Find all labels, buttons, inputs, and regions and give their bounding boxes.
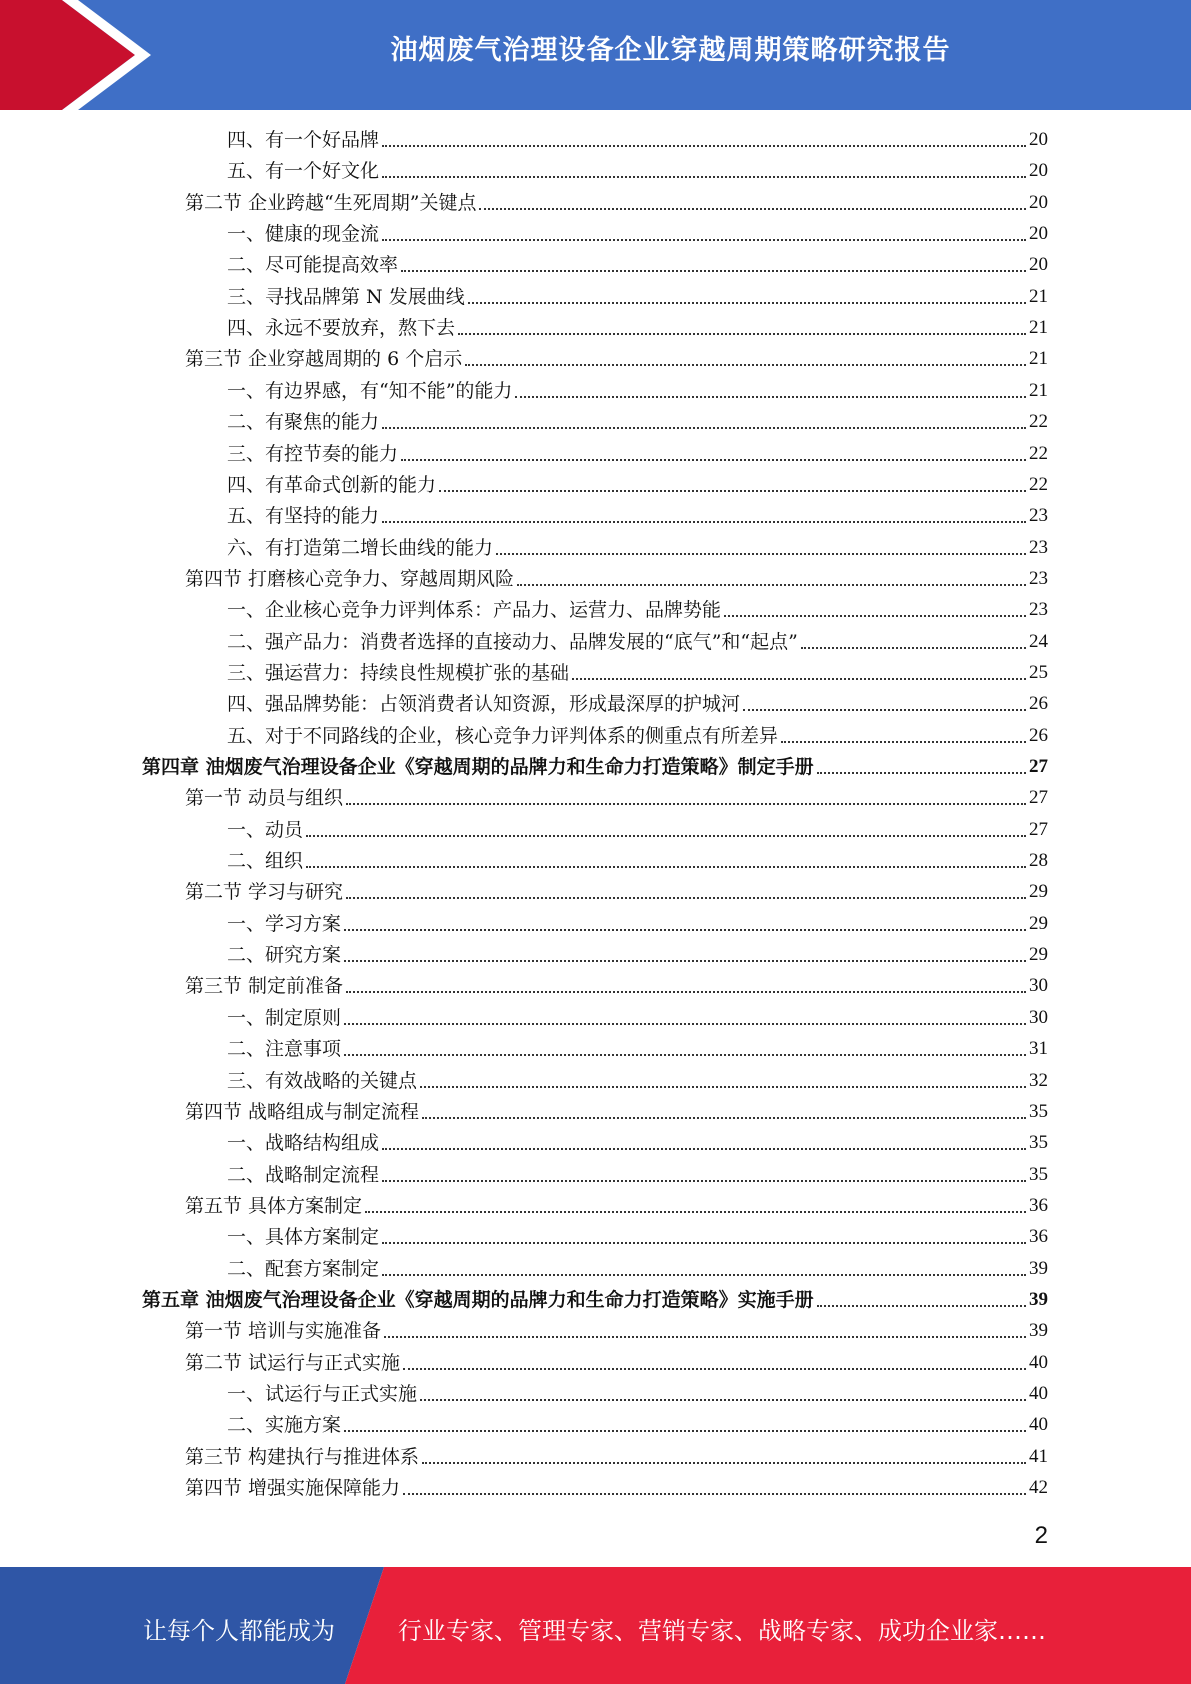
toc-entry-page: 22 xyxy=(1029,473,1048,495)
toc-entry-label: 三、有效战略的关键点 xyxy=(227,1069,418,1092)
toc-entry[interactable] xyxy=(227,252,1048,278)
toc-entry[interactable] xyxy=(227,1256,1048,1282)
toc-leader-dots xyxy=(382,521,1026,523)
toc-entry-page: 35 xyxy=(1029,1132,1048,1154)
toc-leader-dots xyxy=(817,1305,1026,1307)
toc-entry[interactable] xyxy=(227,1130,1048,1156)
toc-entry-page: 25 xyxy=(1029,661,1048,683)
toc-entry[interactable] xyxy=(227,127,1048,153)
toc-entry-page: 20 xyxy=(1029,191,1048,213)
toc-entry-page: 23 xyxy=(1029,505,1048,527)
toc-entry-label: 三、强运营力：持续良性规模扩张的基础 xyxy=(227,661,570,684)
toc-entry[interactable] xyxy=(227,1068,1048,1094)
toc-entry-label: 一、动员 xyxy=(227,818,304,841)
toc-leader-dots xyxy=(382,176,1026,178)
toc-leader-dots xyxy=(479,208,1026,210)
toc-entry-label: 二、尽可能提高效率 xyxy=(227,254,399,277)
toc-entry[interactable] xyxy=(227,1412,1048,1438)
toc-entry-page: 27 xyxy=(1029,787,1048,809)
page-header xyxy=(0,0,1191,110)
toc-entry-label: 四、有革命式创新的能力 xyxy=(227,473,437,496)
toc-entry[interactable] xyxy=(227,221,1048,247)
toc-entry-page: 21 xyxy=(1029,379,1048,401)
toc-entry-page: 42 xyxy=(1029,1477,1048,1499)
toc-entry-page: 20 xyxy=(1029,160,1048,182)
toc-leader-dots xyxy=(344,1054,1026,1056)
toc-leader-dots xyxy=(420,1086,1026,1088)
toc-entry-label: 第一节 动员与组织 xyxy=(185,787,344,810)
toc-entry-page: 22 xyxy=(1029,442,1048,464)
toc-entry-label: 四、永远不要放弃，熬下去 xyxy=(227,317,456,340)
toc-entry-label: 二、实施方案 xyxy=(227,1414,342,1437)
toc-entry-label: 三、寻找品牌第 N 发展曲线 xyxy=(227,285,465,308)
page-footer xyxy=(0,1567,1191,1684)
toc-entry-label: 三、有控节奏的能力 xyxy=(227,442,399,465)
toc-leader-dots xyxy=(382,1242,1026,1244)
toc-entry-page: 24 xyxy=(1029,630,1048,652)
footer-slogan-right: 行业专家、管理专家、营销专家、战略专家、成功企业家…… xyxy=(398,1617,1046,1645)
toc-entry-label: 第四节 增强实施保障能力 xyxy=(185,1477,401,1500)
toc-entry[interactable] xyxy=(185,1099,1048,1125)
toc-entry[interactable] xyxy=(227,942,1048,968)
toc-entry[interactable] xyxy=(227,848,1048,874)
toc-entry-page: 21 xyxy=(1029,317,1048,339)
toc-entry-page: 39 xyxy=(1029,1320,1048,1342)
toc-entry-label: 四、强品牌势能：占领消费者认知资源，形成最深厚的护城河 xyxy=(227,693,741,716)
toc-entry[interactable] xyxy=(185,1350,1048,1376)
toc-entry[interactable] xyxy=(227,535,1048,561)
toc-entry-label: 第二节 学习与研究 xyxy=(185,881,344,904)
toc-entry-label: 二、组织 xyxy=(227,850,304,873)
toc-entry-label: 第三节 制定前准备 xyxy=(185,975,344,998)
toc-entry-page: 40 xyxy=(1029,1414,1048,1436)
toc-entry[interactable] xyxy=(185,190,1048,216)
toc-entry-label: 二、配套方案制定 xyxy=(227,1257,380,1280)
header-arrow-icon xyxy=(0,0,160,110)
toc-leader-dots xyxy=(420,1399,1026,1401)
toc-leader-dots xyxy=(458,333,1026,335)
toc-leader-dots xyxy=(344,960,1026,962)
toc-entry-label: 一、制定原则 xyxy=(227,1006,342,1029)
toc-leader-dots xyxy=(384,1336,1026,1338)
toc-leader-dots xyxy=(817,772,1026,774)
toc-entry-page: 32 xyxy=(1029,1069,1048,1091)
toc-entry-label: 第五章 油烟废气治理设备企业《穿越周期的品牌力和生命力打造策略》实施手册 xyxy=(142,1288,814,1311)
toc-entry[interactable] xyxy=(227,629,1048,655)
toc-entry-page: 27 xyxy=(1029,756,1048,777)
toc-leader-dots xyxy=(401,270,1026,272)
toc-entry-page: 26 xyxy=(1029,724,1048,746)
toc-entry-label: 五、对于不同路线的企业，核心竞争力评判体系的侧重点有所差异 xyxy=(227,724,779,747)
toc-leader-dots xyxy=(344,929,1026,931)
toc-entry-label: 第五节 具体方案制定 xyxy=(185,1194,363,1217)
toc-entry-label: 第二节 试运行与正式实施 xyxy=(185,1351,401,1374)
toc-entry[interactable] xyxy=(185,785,1048,811)
toc-leader-dots xyxy=(382,239,1026,241)
toc-entry-page: 20 xyxy=(1029,223,1048,245)
toc-entry[interactable] xyxy=(227,911,1048,937)
toc-entry-page: 39 xyxy=(1029,1257,1048,1279)
toc-leader-dots xyxy=(365,1211,1026,1213)
toc-leader-dots xyxy=(382,1274,1026,1276)
toc-leader-dots xyxy=(422,1117,1026,1119)
page-number: 2 xyxy=(1034,1522,1048,1549)
toc-entry[interactable] xyxy=(227,723,1048,749)
toc-entry[interactable] xyxy=(227,691,1048,717)
toc-entry-page: 29 xyxy=(1029,912,1048,934)
toc-entry-page: 20 xyxy=(1029,129,1048,150)
toc-entry-label: 一、企业核心竞争力评判体系：产品力、运营力、品牌势能 xyxy=(227,599,722,622)
toc-entry-label: 第二节 企业跨越“生死周期”关键点 xyxy=(185,191,477,214)
toc-entry-page: 36 xyxy=(1029,1194,1048,1216)
toc-entry-page: 26 xyxy=(1029,693,1048,715)
toc-leader-dots xyxy=(422,1462,1026,1464)
toc-entry[interactable] xyxy=(227,409,1048,435)
toc-leader-dots xyxy=(403,1368,1026,1370)
toc-entry[interactable] xyxy=(185,1444,1048,1470)
toc-entry[interactable] xyxy=(185,1193,1048,1219)
toc-entry-label: 二、注意事项 xyxy=(227,1038,342,1061)
toc-entry[interactable] xyxy=(227,1381,1048,1407)
toc-entry-page: 21 xyxy=(1029,285,1048,307)
toc-entry-label: 五、有一个好文化 xyxy=(227,160,380,183)
toc-entry[interactable] xyxy=(227,472,1048,498)
toc-leader-dots xyxy=(382,427,1026,429)
toc-entry-page: 20 xyxy=(1029,254,1048,276)
toc-leader-dots xyxy=(306,866,1026,868)
toc-entry-label: 第三节 企业穿越周期的 6 个启示 xyxy=(185,348,463,371)
toc-entry-page: 27 xyxy=(1029,818,1048,840)
toc-entry-label: 五、有坚持的能力 xyxy=(227,505,380,528)
toc-entry[interactable] xyxy=(227,1224,1048,1250)
toc-entry[interactable] xyxy=(227,378,1048,404)
toc-entry-page: 28 xyxy=(1029,850,1048,872)
toc-entry[interactable] xyxy=(227,817,1048,843)
toc-entry-page: 36 xyxy=(1029,1226,1048,1248)
toc-entry-label: 第三节 构建执行与推进体系 xyxy=(185,1445,420,1468)
toc-leader-dots xyxy=(346,803,1026,805)
toc-entry[interactable] xyxy=(227,158,1048,184)
toc-entry-label: 六、有打造第二增长曲线的能力 xyxy=(227,536,494,559)
toc-entry-page: 29 xyxy=(1029,881,1048,903)
toc-entry[interactable] xyxy=(142,1287,1048,1313)
toc-entry-page: 40 xyxy=(1029,1351,1048,1373)
toc-entry-page: 40 xyxy=(1029,1383,1048,1404)
toc-leader-dots xyxy=(306,835,1026,837)
toc-entry-page: 41 xyxy=(1029,1445,1048,1467)
toc-entry-label: 二、战略制定流程 xyxy=(227,1163,380,1186)
toc-leader-dots xyxy=(468,302,1026,304)
toc-entry[interactable] xyxy=(185,1318,1048,1344)
toc-leader-dots xyxy=(344,1023,1026,1025)
toc-entry-label: 二、有聚焦的能力 xyxy=(227,411,380,434)
toc-entry[interactable] xyxy=(227,597,1048,623)
toc-entry[interactable] xyxy=(227,315,1048,341)
toc-entry[interactable] xyxy=(185,973,1048,999)
toc-leader-dots xyxy=(743,709,1026,711)
toc-entry-page: 30 xyxy=(1029,1006,1048,1028)
toc-entry[interactable] xyxy=(185,346,1048,372)
toc-leader-dots xyxy=(801,647,1026,649)
toc-entry-page: 23 xyxy=(1029,599,1048,621)
toc-leader-dots xyxy=(517,584,1026,586)
toc-entry[interactable] xyxy=(185,566,1048,592)
toc-leader-dots xyxy=(439,490,1026,492)
toc-entry-label: 第四节 战略组成与制定流程 xyxy=(185,1100,420,1123)
toc-leader-dots xyxy=(344,1430,1026,1432)
toc-entry-page: 21 xyxy=(1029,348,1048,370)
toc-entry[interactable] xyxy=(227,1005,1048,1031)
toc-entry-label: 一、健康的现金流 xyxy=(227,223,380,246)
toc-entry-label: 一、试运行与正式实施 xyxy=(227,1383,418,1405)
toc-entry-page: 29 xyxy=(1029,944,1048,966)
toc-entry[interactable] xyxy=(185,1475,1048,1501)
toc-leader-dots xyxy=(515,396,1026,398)
toc-leader-dots xyxy=(403,1493,1026,1495)
toc-leader-dots xyxy=(496,553,1026,555)
toc-leader-dots xyxy=(401,459,1026,461)
toc-leader-dots xyxy=(724,615,1026,617)
toc-entry-label: 一、有边界感，有“知不能”的能力 xyxy=(227,379,513,402)
toc-entry-page: 35 xyxy=(1029,1100,1048,1122)
toc-entry[interactable] xyxy=(227,660,1048,686)
toc-entry-label: 一、战略结构组成 xyxy=(227,1132,380,1155)
toc-entry-label: 一、具体方案制定 xyxy=(227,1226,380,1249)
toc-entry-page: 23 xyxy=(1029,567,1048,589)
toc-entry[interactable] xyxy=(185,879,1048,905)
toc-entry-page: 23 xyxy=(1029,536,1048,558)
toc-leader-dots xyxy=(382,1148,1026,1150)
toc-entry[interactable] xyxy=(227,441,1048,467)
toc-entry-page: 35 xyxy=(1029,1163,1048,1185)
toc-entry-label: 二、强产品力：消费者选择的直接动力、品牌发展的“底气”和“起点” xyxy=(227,630,798,653)
toc-entry-label: 二、研究方案 xyxy=(227,944,342,967)
toc-leader-dots xyxy=(572,678,1026,680)
toc-leader-dots xyxy=(781,741,1026,743)
toc-leader-dots xyxy=(465,364,1026,366)
toc-leader-dots xyxy=(346,897,1026,899)
toc-leader-dots xyxy=(346,991,1026,993)
toc-entry[interactable] xyxy=(227,284,1048,310)
toc-entry-page: 39 xyxy=(1029,1288,1048,1310)
toc-leader-dots xyxy=(382,145,1026,147)
toc-entry-label: 第四章 油烟废气治理设备企业《穿越周期的品牌力和生命力打造策略》制定手册 xyxy=(142,756,814,778)
toc-entry-page: 30 xyxy=(1029,975,1048,997)
toc-entry-label: 一、学习方案 xyxy=(227,912,342,935)
footer-slogan-left: 让每个人都能成为 xyxy=(143,1617,335,1645)
toc-entry[interactable] xyxy=(227,1162,1048,1188)
toc-entry[interactable] xyxy=(142,754,1048,780)
toc-entry-label: 第一节 培训与实施准备 xyxy=(185,1320,382,1343)
toc-leader-dots xyxy=(382,1180,1026,1182)
toc-entry[interactable] xyxy=(227,503,1048,529)
toc-entry-label: 四、有一个好品牌 xyxy=(227,129,380,151)
header-title: 油烟废气治理设备企业穿越周期策略研究报告 xyxy=(390,35,951,66)
toc-entry[interactable] xyxy=(227,1036,1048,1062)
toc-entry-page: 31 xyxy=(1029,1038,1048,1060)
toc-entry-page: 22 xyxy=(1029,411,1048,433)
toc-entry-label: 第四节 打磨核心竞争力、穿越周期风险 xyxy=(185,567,515,590)
